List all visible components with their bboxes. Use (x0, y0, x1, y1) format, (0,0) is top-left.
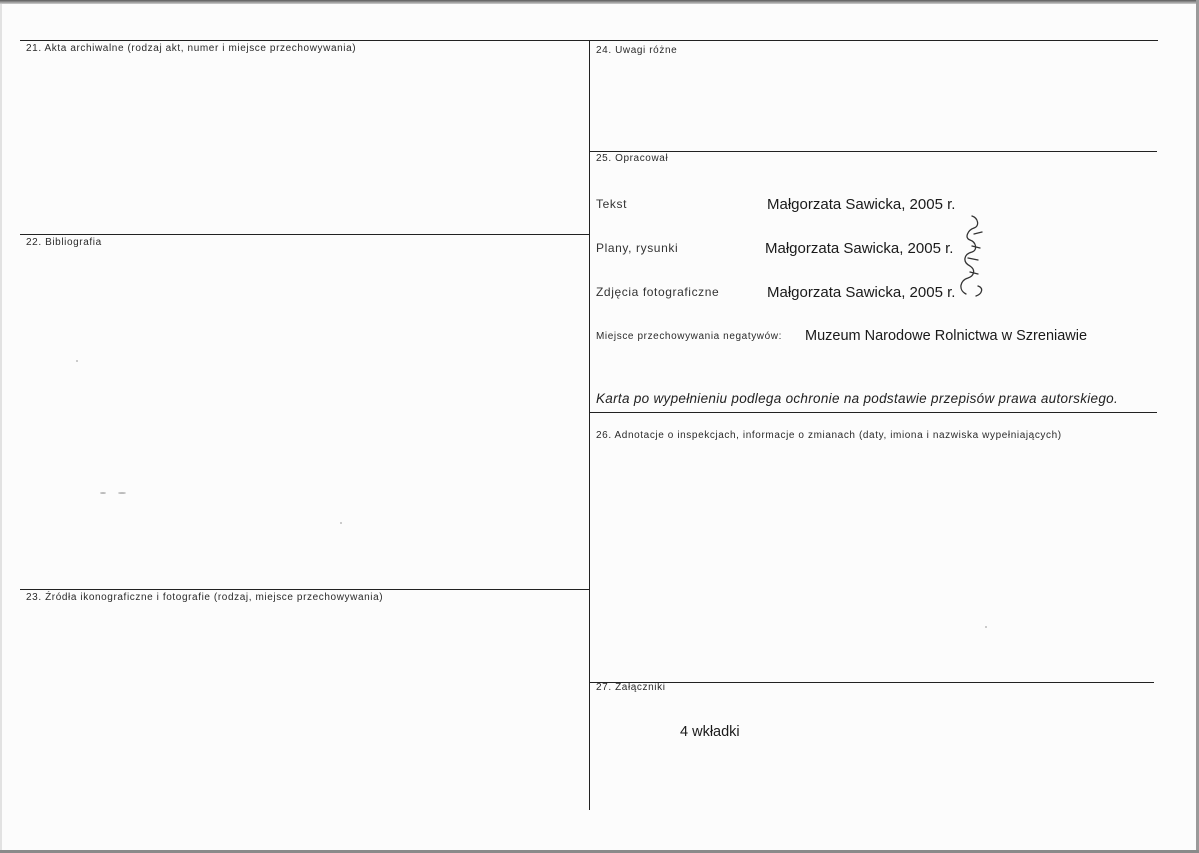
attachments-value: 4 wkładki (680, 724, 740, 740)
section-21-label: 21. Akta archiwalne (rodzaj akt, numer i miejsce przechowywania) (26, 43, 357, 54)
center-divider (589, 40, 590, 810)
copyright-notice: Karta po wypełnieniu podlega ochronie na podstawie przepisów prawa autorskiego. (596, 391, 1119, 406)
section-25-label: 25. Opracował (596, 153, 669, 164)
row-plany-label: Plany, rysunki (596, 241, 679, 255)
section-22-label: 22. Bibliografia (26, 237, 102, 248)
row-zdjecia-value: Małgorzata Sawicka, 2005 r. (767, 284, 956, 301)
section-27-label: 27. Załączniki (596, 682, 666, 693)
section-23-label: 23. Źródła ikonograficzne i fotografie (rodzaj, miejsce przechowywania) (26, 592, 384, 603)
rule-22 (20, 234, 589, 235)
scan-edge-top (0, 0, 1199, 4)
scan-speck (985, 626, 987, 628)
negatives-label: Miejsce przechowywania negatywów: (596, 331, 782, 342)
section-24-label: 24. Uwagi różne (596, 45, 678, 56)
rule-27 (589, 682, 1154, 683)
row-tekst-label: Tekst (596, 197, 628, 211)
scan-speck (76, 360, 78, 362)
rule-26 (589, 412, 1157, 413)
scan-speck (340, 522, 342, 524)
handwritten-signature (952, 210, 992, 302)
row-plany-value: Małgorzata Sawicka, 2005 r. (765, 240, 954, 257)
row-zdjecia-label: Zdjęcia fotograficzne (596, 285, 720, 299)
row-tekst-value: Małgorzata Sawicka, 2005 r. (767, 196, 956, 213)
section-26-label: 26. Adnotacje o inspekcjach, informacje o zmianach (daty, imiona i nazwiska wypełniających) (596, 430, 1062, 441)
rule-23 (20, 589, 589, 590)
rule-25 (589, 151, 1157, 152)
negatives-value: Muzeum Narodowe Rolnictwa w Szreniawie (805, 328, 1088, 344)
scan-speck (100, 492, 106, 494)
scan-speck (118, 492, 126, 494)
